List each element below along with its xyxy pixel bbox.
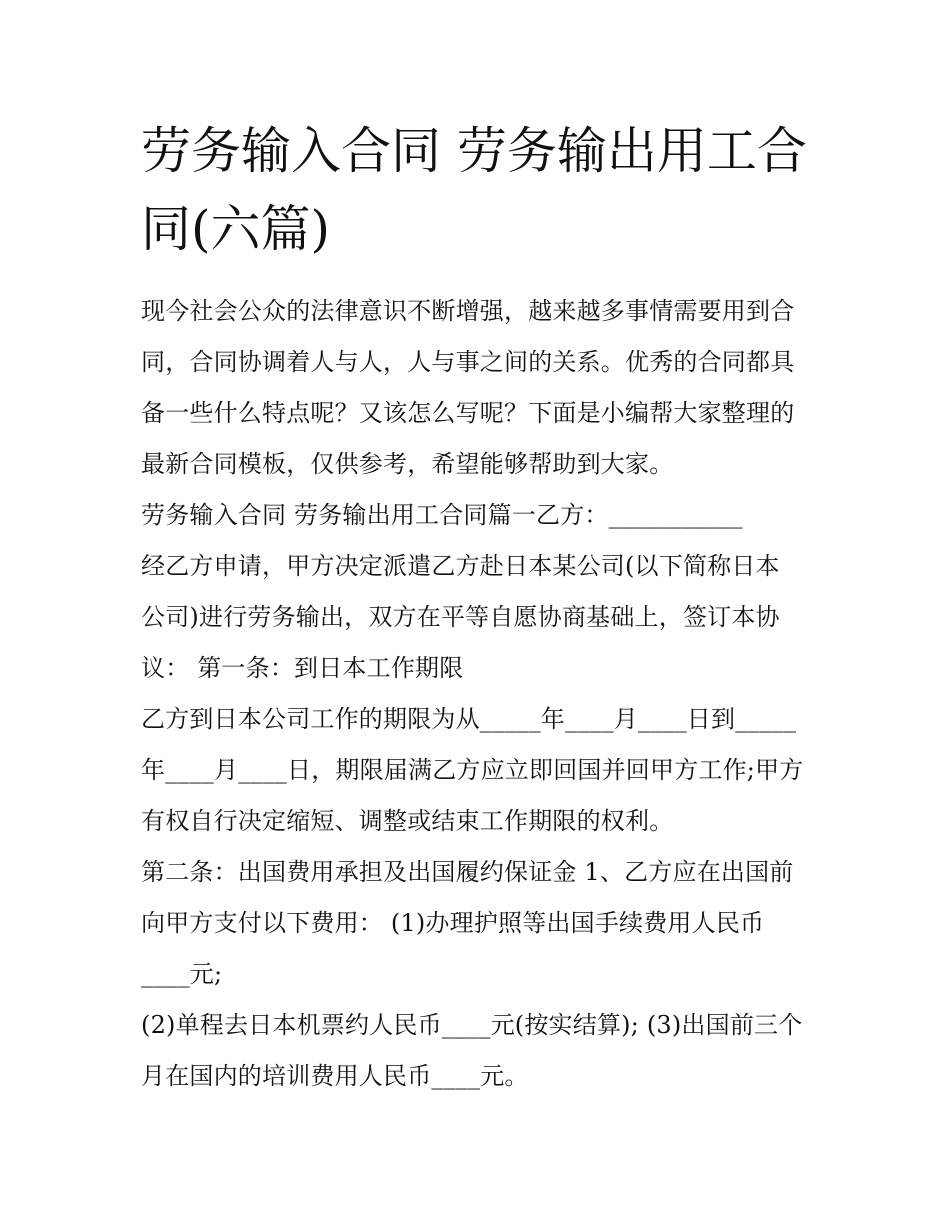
section-heading-line: 劳务输入合同 劳务输出用工合同篇一乙方：___________ bbox=[141, 501, 743, 529]
body-line: 向甲方支付以下费用： (1)办理护照等出国手续费用人民币 bbox=[141, 909, 765, 937]
body-line: 同，合同协调着人与人，人与事之间的关系。优秀的合同都具 bbox=[141, 348, 795, 376]
body-line: 经乙方申请，甲方决定派遣乙方赴日本某公司(以下简称日本 bbox=[141, 552, 780, 580]
document-title bbox=[141, 112, 813, 268]
body-line: 年____月____日，期限届满乙方应立即回国并回甲方工作;甲方 bbox=[141, 756, 804, 784]
article-1-line: 议： 第一条：到日本工作期限 bbox=[141, 654, 464, 682]
body-line: 现今社会公众的法律意识不断增强，越来越多事情需要用到合 bbox=[141, 297, 795, 325]
body-line: 乙方到日本公司工作的期限为从_____年____月____日到_____ bbox=[141, 705, 797, 733]
body-line: 有权自行决定缩短、调整或结束工作期限的权利。 bbox=[141, 807, 674, 835]
body-line: 公司)进行劳务输出，双方在平等自愿协商基础上，签订本协 bbox=[141, 603, 780, 631]
article-2-line: 第二条：出国费用承担及出国履约保证金 1、乙方应在出国前 bbox=[141, 858, 794, 886]
body-line: (2)单程去日本机票约人民币____元(按实结算); (3)出国前三个 bbox=[141, 1011, 803, 1039]
body-line: ____元; bbox=[141, 960, 223, 988]
document-body bbox=[141, 286, 813, 1102]
body-line: 最新合同模板，仅供参考，希望能够帮助到大家。 bbox=[141, 450, 674, 478]
body-line: 备一些什么特点呢？又该怎么写呢？下面是小编帮大家整理的 bbox=[141, 399, 795, 427]
document-page bbox=[141, 112, 813, 1102]
title-line-2: 同(六篇) bbox=[141, 200, 331, 258]
title-line-1: 劳务输入合同 劳务输出用工合 bbox=[141, 122, 807, 180]
body-line: 月在国内的培训费用人民币____元。 bbox=[141, 1062, 529, 1090]
